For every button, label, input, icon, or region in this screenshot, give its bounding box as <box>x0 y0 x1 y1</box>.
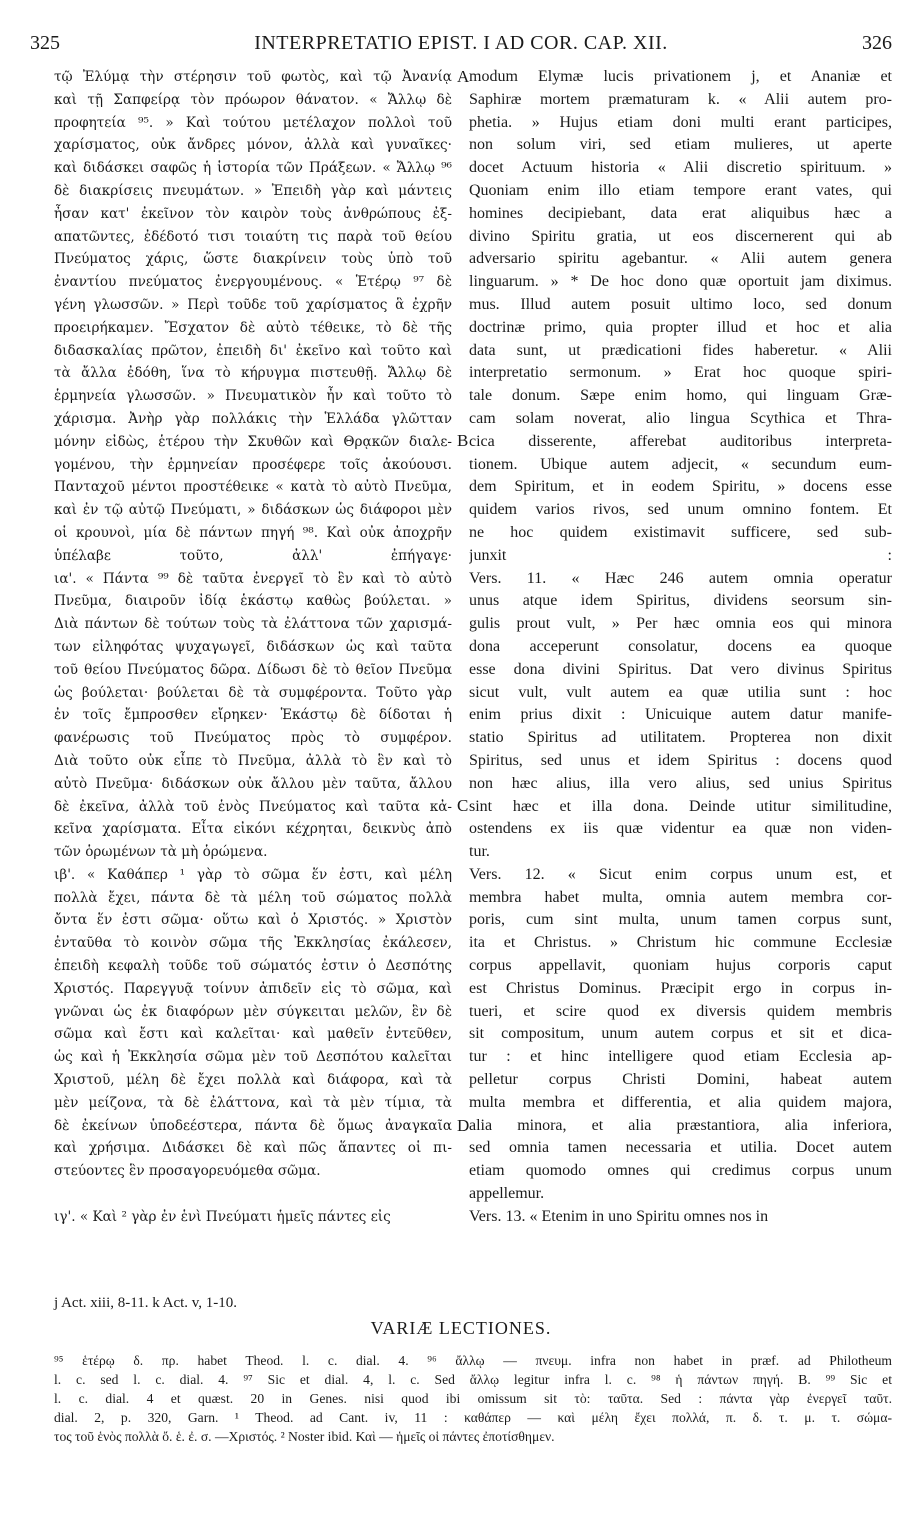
latin-text-line: non hæc alius, illa vero alius, sed unius Spiritus <box>469 774 892 792</box>
greek-text-line: γένη γλωσσῶν. » Περὶ τοῦδε τοῦ χαρίσματος ἃ ἐχρῆν <box>54 296 452 313</box>
greek-text-line: δὲ διακρίσεις πνευμάτων. » Ἐπειδὴ γὰρ καὶ μάντεις <box>54 182 452 199</box>
latin-text-line: sicut vult, vult autem ea quæ utilia sunt : hoc <box>469 683 892 701</box>
greek-text-line: οἱ κρουνοὶ, μία δὲ πάντων πηγή ⁹⁸. Καὶ οὐκ ἀποχρῆν <box>54 524 452 541</box>
greek-text-line: ὑπέλαβε τοῦτο, ἀλλ' ἐπήγαγε· <box>54 547 452 564</box>
page-header <box>30 32 892 58</box>
latin-text-line: Vers. 11. « Hæc 246 autem omnia operatur <box>469 569 892 587</box>
latin-text-line: poris, cum sint multa, unum tamen corpus sunt, <box>469 911 892 929</box>
page-number-right: 326 <box>862 32 892 54</box>
latin-text-line: corpus appellavit, quoniam hujus corporis caput <box>469 957 892 975</box>
greek-text-line: Χριστοῦ, μέλη δὲ ἔχει πολλὰ καὶ διάφορα, καὶ τὰ <box>54 1072 452 1089</box>
greek-text-line: ιγ'. « Καὶ ² γὰρ ἐν ἑνὶ Πνεύματι ἡμεῖς πάντες εἰς <box>54 1208 391 1225</box>
greek-text-line: ἦσαν κατ' ἐκεῖνον τὸν καιρὸν τοὺς ἀνθρώπους ἐξ- <box>54 205 452 222</box>
latin-text-line: quidem varios rivos, sed unum omnino fontem. Et <box>469 501 892 519</box>
variae-note-line: dial. 2, p. 320, Garn. ¹ Theod. ad Cant. iv, 11 : καθάπερ — καὶ μέλη ἔχει πολλά, π. δ. τ. μ. τ. σώμα- <box>54 1410 892 1425</box>
greek-text-line: αὐτὸ Πνεῦμα· διδάσκων οὐκ ἄλλου μὲν ταῦτα, ἄλλου <box>54 775 452 792</box>
latin-text-line: tur : et hinc intelligere quod etiam Ecclesia ap- <box>469 1048 892 1066</box>
greek-text-line: τὰ ἄλλα ἐδόθη, ἵνα τὸ κήρυγμα πιστευθῇ. Ἄλλῳ δὲ <box>54 365 452 382</box>
latin-text-line: adversario spiritu agebantur. « Alii autem genera <box>469 250 892 268</box>
footnotes: j Act. xiii, 8-11. k Act. v, 1-10. <box>54 1295 238 1311</box>
greek-text-line: δὲ ἐκείνων ὑποδεέστερα, πάντα δὲ ὅμως ἀναγκαῖα <box>54 1117 452 1134</box>
latin-text-line: divino Spiritu gratia, ut eos discernerent qui ab <box>469 227 892 245</box>
latin-text-line: ostendens ex iis quæ videntur ea quæ non viden- <box>469 820 892 838</box>
greek-text-line: προφητεία ⁹⁵. » Καὶ τούτου μετέλαχον πολλοὶ τοῦ <box>54 114 452 131</box>
margin-letter-d: D <box>457 1116 470 1135</box>
latin-text-line: unus atque idem Spiritus, dividens seorsum sin- <box>469 592 892 610</box>
greek-text-line: ὡς καὶ ἡ Ἐκκλησία σῶμα μὲν τοῦ Δεσπότου καλεῖται <box>54 1049 452 1066</box>
latin-text-line: phetia. » Hujus etiam doni multi erant participes, <box>469 113 892 131</box>
greek-text-line: Διὰ πάντων δὲ τούτων τοὺς τὰ ἐλάττονα τῶν χαρισμά- <box>54 616 452 633</box>
greek-text-line: των εἰληφότας ψυχαγωγεῖ, διδάσκων ὡς καὶ ταῦτα <box>54 638 452 655</box>
greek-text-line: μόνην εἰδὼς, ἑτέρου τὴν Σκυθῶν καὶ Θρᾳκῶν διαλε- <box>54 433 452 450</box>
latin-text-column <box>469 66 892 1229</box>
page-number-left: 325 <box>30 32 60 54</box>
greek-text-line: φανέρωσις τοῦ Πνεύματος πρὸς τὸ συμφέρον. <box>54 730 452 747</box>
greek-text-line: ἐπειδὴ κεφαλὴ τοῦδε τοῦ σώματός ἐστιν ὁ Δεσπότης <box>54 958 452 975</box>
variae-note-line: l. c. dial. 4 et quæst. 20 in Genes. nisi quod ibi omissum sit τὸ: ταῦτα. Sed : πάντα γὰρ ἐνεργεῖ ταῦτ. <box>54 1391 892 1406</box>
latin-text-line: pelletur corpus Christi Domini, habeat autem <box>469 1071 892 1089</box>
latin-text-line: Quoniam enim illo etiam tempore erant vates, qui <box>469 181 892 199</box>
latin-text-line: Spiritus, sed unus et idem Spiritus : docens quod <box>469 751 892 769</box>
latin-text-line: mus. Illud autem posuit ultimo loco, sed donum <box>469 295 892 313</box>
latin-text-line: membra habet multa, omnia autem membra cor- <box>469 888 892 906</box>
greek-text-line: γνῶναι ὡς ἐκ διαφόρων μὲν σύγκειται μελῶν, ἓν δὲ <box>54 1003 452 1020</box>
latin-text-line: alia minora, et alia præstantiora, alia inferiora, <box>469 1116 892 1134</box>
variae-note-line: ⁹⁵ ἑτέρῳ δ. πρ. habet Theod. l. c. dial. 4. ⁹⁶ ἄλλῳ — πνευμ. infra non habet in præf. ad Philotheum <box>54 1353 892 1368</box>
margin-letter-b: B <box>457 431 469 450</box>
latin-text-line: sint hæc et illa dona. Deinde utitur similitudine, <box>469 797 892 815</box>
latin-text-line: enim prius dixit : Unicuique autem datur manife- <box>469 706 892 724</box>
greek-text-line: ἐν τοῖς ἔμπροσθεν εἴρηκεν· Ἑκάστῳ δὲ δίδοται ἡ <box>54 707 452 724</box>
running-title: INTERPRETATIO EPIST. I AD COR. CAP. XII. <box>254 32 668 54</box>
variae-lectiones-title: VARIÆ LECTIONES. <box>370 1318 552 1338</box>
latin-text-line: homines decipiebant, data erat aliquibus hæc a <box>469 204 892 222</box>
greek-text-line: ὡς βούλεται· βούλεται δὲ τὰ συμφέροντα. Τοῦτο γὰρ <box>54 684 452 701</box>
greek-text-line: Πνεῦμα, διαιροῦν ἰδίᾳ ἑκάστῳ καθὼς βούλεται. » <box>54 593 452 610</box>
latin-text-line: linguarum. » * De hoc dono quæ oportuit jam diximus. <box>469 273 892 291</box>
latin-text-line: multa membra et differentia, et alia quidem majora, <box>469 1093 892 1111</box>
greek-text-line: κεῖνα χαρίσματα. Εἶτα εἰκόνι κέχρηται, δεικνὺς ἀπὸ <box>54 821 452 838</box>
greek-text-line: τῷ Ἐλύμᾳ τὴν στέρησιν τοῦ φωτὸς, καὶ τῷ Ἀνανίᾳ <box>54 69 452 85</box>
latin-text-line: sed omnia tamen necessaria et utilia. Docet autem <box>469 1139 892 1157</box>
greek-text-line: ἐνταῦθα τὸ κοινὸν σῶμα τῆς Ἐκκλησίας ἐκάλεσεν, <box>54 935 452 952</box>
greek-text-line: στεύοντες ἓν προσαγορευόμεθα σῶμα. <box>54 1163 321 1180</box>
latin-text-line: dem Spiritum, et in eodem Spiritu, » docens esse <box>469 478 892 496</box>
greek-text-line: ια'. « Πάντα ⁹⁹ δὲ ταῦτα ἐνεργεῖ τὸ ἓν καὶ τὸ αὐτὸ <box>54 570 452 587</box>
greek-text-column <box>54 66 452 1229</box>
latin-text-line: doctrinæ primo, quia propter illud et hoc et alia <box>469 318 892 336</box>
latin-text-line: appellemur. <box>469 1185 545 1203</box>
variae-lectiones-notes <box>54 1351 892 1446</box>
latin-text-line: Saphiræ mortem præmaturam k. « Alii autem pro- <box>469 90 892 108</box>
latin-text-line: etiam quomodo omnes qui credimus corpus unum <box>469 1162 892 1180</box>
latin-text-line: data sunt, ut prædicationi fides haberetur. « Alii <box>469 341 892 359</box>
latin-text-line: tionem. Ubique autem adjecit, « secundum eum- <box>469 455 892 473</box>
greek-text-line: πολλὰ ἔχει, πάντα δὲ τὰ μέλη τοῦ σώματος πολλὰ <box>54 889 452 906</box>
greek-text-line: γομένου, τὴν ἑρμηνείαν προσέφερε τοῖς ἀκούουσι. <box>54 456 452 473</box>
greek-text-line: σῶμα καὶ ἔστι καὶ καλεῖται· καὶ μαθεῖν ἐντεῦθεν, <box>54 1026 452 1043</box>
greek-text-line: ὄντα ἕν ἐστι σῶμα· οὕτω καὶ ὁ Χριστός. » Χριστὸν <box>54 912 452 929</box>
latin-text-line: tueri, et scire quod ex diversis quidem membris <box>469 1002 892 1020</box>
greek-text-line: τῶν ὁρωμένων τὰ μὴ ὁρώμενα. <box>54 844 268 861</box>
latin-text-line: esse dona divini Spiritus. Dat vero divinus Spiritus <box>469 660 892 678</box>
greek-text-line: καὶ ἐν τῷ αὐτῷ Πνεύματι, » διδάσκων ὡς διάφοροι μὲν <box>54 502 452 519</box>
greek-text-line: Διὰ τοῦτο οὐκ εἶπε τὸ Πνεῦμα, ἀλλὰ τὸ ἓν καὶ τὸ <box>54 752 452 769</box>
greek-text-line: χάρισμα. Ἀνὴρ γὰρ πολλάκις τὴν Ἑλλάδα γλῶτταν <box>54 410 452 427</box>
greek-text-line: δὲ ἐκεῖνα, ἀλλὰ τοῦ ἑνὸς Πνεύματος καὶ ταῦτα κἀ- <box>54 798 452 815</box>
greek-text-line: απατῶντες, ἐδέδοτό τισι τοιαύτη τις παρὰ τοῦ θείου <box>54 228 452 245</box>
greek-text-line: προειρήκαμεν. Ἔσχατον δὲ αὐτὸ τέθεικε, τὸ δὲ τῆς <box>54 319 452 336</box>
latin-text-line: tur. <box>469 843 490 861</box>
greek-text-line: ἐναντίου πνεύματος ἐνεργουμένους. « Ἑτέρῳ ⁹⁷ δὲ <box>54 274 452 291</box>
greek-text-line: τοῦ θείου Πνεύματος δῶρα. Δίδωσι δὲ τὸ θεῖον Πνεῦμα <box>54 661 452 678</box>
variae-note-line: τος τοῦ ἑνὸς πολλὰ ὄ. ἑ. ἐ. σ. —Χριστός. ² Noster ibid. Καὶ — ἡμεῖς οἱ πάντες ἐποτίσθημεν. <box>54 1429 555 1444</box>
latin-text-line: statio Spiritus ad utilitatem. Propterea non dixit <box>469 729 892 747</box>
latin-text-line: cam solam noverat, alio lingua Scythica et Thra- <box>469 409 892 427</box>
variae-note-line: l. c. sed l. c. dial. 4. ⁹⁷ Sic et dial. 4, l. c. Sed ἄλλῳ legitur infra l. c. ⁹⁸ ἡ πάντων πηγή. B. ⁹⁹ Sic et <box>54 1372 892 1387</box>
greek-text-line: ἑρμηνεία γλωσσῶν. » Πνευματικὸν ἦν καὶ τοῦτο τὸ <box>54 388 452 405</box>
latin-text-line: gulis prout vult, » Per hæc omnia eos qui minora <box>469 615 892 633</box>
latin-text-line: tale donum. Sæpe enim homo, qui linguam Græ- <box>469 387 892 405</box>
latin-text-line: non solum viri, sed etiam mulieres, ut aperte <box>469 136 892 154</box>
greek-text-line: χαρίσματος, οὐκ ἄνδρες μόνον, ἀλλὰ καὶ γυναῖκες· <box>54 137 452 154</box>
latin-text-line: dona acceperunt consolatur, docens ea quoque <box>469 637 892 655</box>
greek-text-line: καὶ τῇ Σαπφείρᾳ τὸν πρόωρον θάνατον. « Ἄλλῳ δὲ <box>54 91 452 108</box>
latin-text-line: est Christus Dominus. Præcipit ergo in corpus in- <box>469 979 892 997</box>
greek-text-line: καὶ χρήσιμα. Διδάσκει δὲ καὶ πῶς ἅπαντες οἱ πι- <box>54 1140 452 1157</box>
latin-text-line: modum Elymæ lucis privationem j, et Ananiæ et <box>469 68 892 85</box>
latin-text-line: ne hoc quidem existimavit sufficere, sed sub- <box>469 523 892 541</box>
latin-text-line: Vers. 13. « Etenim in uno Spiritu omnes nos in <box>469 1207 769 1225</box>
latin-text-line: ita et Christus. » Christum hic commune Ecclesiæ <box>469 934 892 952</box>
latin-text-line: junxit : <box>469 546 892 564</box>
margin-letter-c: C <box>457 796 469 815</box>
greek-text-line: καὶ διδάσκει σαφῶς ἡ ἱστορία τῶν Πράξεων. « Ἄλλῳ ⁹⁶ <box>54 160 452 177</box>
greek-text-line: μὲν μείζονα, τὰ δὲ ἐλάττονα, καὶ τὰ μὲν τίμια, τὰ <box>54 1094 452 1111</box>
greek-text-line: Χριστός. Παρεγγυᾷ τοίνυν ἀπιδεῖν εἰς τὸ σῶμα, καὶ <box>54 980 452 997</box>
latin-text-line: cica disserente, afferebat auditoribus interpreta- <box>469 432 892 450</box>
latin-text-line: sit compositum, unum autem corpus et sit et dica- <box>469 1025 892 1043</box>
latin-text-line: Vers. 12. « Sicut enim corpus unum est, et <box>469 865 892 883</box>
latin-text-line: docet Actuum historia « Alii discretio spirituum. » <box>469 159 892 177</box>
greek-text-line: Πνεύματος χάρις, ὥστε διακρίνειν τοὺς ὑπὸ τοῦ <box>54 251 452 268</box>
margin-letter-a: A <box>457 67 470 86</box>
greek-text-line: διδασκαλίας πρῶτον, ἐπειδὴ δι' ἐκεῖνο καὶ τοῦτο καὶ <box>54 342 452 359</box>
greek-text-line: Πανταχοῦ μέντοι προστέθεικε « κατὰ τὸ αὐτὸ Πνεῦμα, <box>54 479 452 496</box>
greek-text-line <box>54 1183 452 1206</box>
greek-text-line: ιβ'. « Καθάπερ ¹ γὰρ τὸ σῶμα ἕν ἐστι, καὶ μέλη <box>54 866 452 883</box>
latin-text-line: interpretatio sermonum. » Erat hoc quoque spiri- <box>469 364 892 382</box>
